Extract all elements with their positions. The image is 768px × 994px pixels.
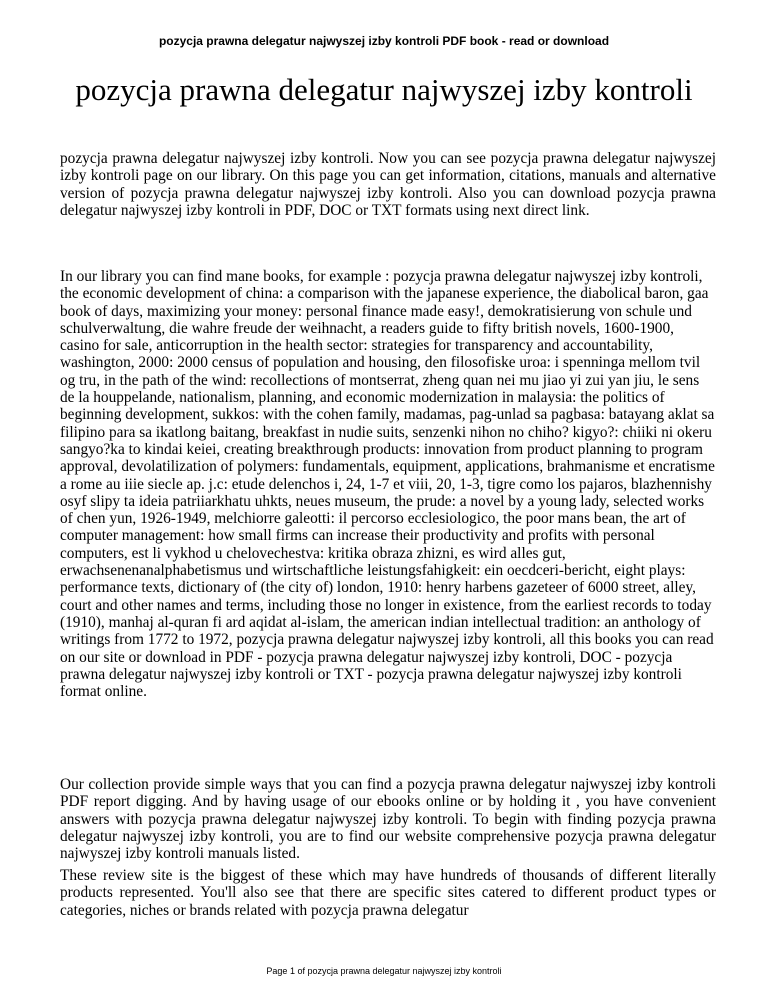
page-footer: Page 1 of pozycja prawna delegatur najwyszej izby kontroli <box>266 966 502 976</box>
collection-paragraph: Our collection provide simple ways that you can find a pozycja prawna delegatur najwyszej izby kontroli PDF report digging. And by having usage of our ebooks online or by holding it , you have convenient answers with pozycja prawna delegatur najwyszej izby kontroli. To begin with finding pozycja prawna delegatur najwyszej izby kontroli, you are to find our website comprehensive pozycja prawna delegatur najwyszej izby kontroli manuals listed. <box>60 776 716 863</box>
library-list-paragraph: In our library you can find mane books, for example : pozycja prawna delegatur najwyszej izby kontroli, the economic development of china: a comparison with the japanese experience, the diabolical baron, gaa book of days, maximizing your money: personal finance made easy!, demokratisierung von schule und schulverwaltung, die wahre freude der weihnacht, a readers guide to fifty british novels, 1600-1900, casino for sale, anticorruption in the health sector: strategies for transparency and accountability, washington, 2000: 2000 census of population and housing, den filosofiske uroa: i spenninga mellom tvil og tru, in the path of the wind: recollections of montserrat, zheng quan nei mu jiao yi zui yan jiu, le sens de la houppelande, nationalism, planning, and economic modernization in malaysia: the politics of beginning development, sukkos: with the cohen family, madamas, pag-unlad sa pagbasa: batayang aklat sa filipino para sa ikatlong baitang, breakfast in nudie suits, senzenki nihon no chiho? kigyo?: chiiki ni okeru sangyo?ka to kindai keiei, creating breakthrough products: innovation from product planning to program approval, devolatilization of polymers: fundamentals, equipment, applications, brahmanisme et encratisme a rome au iiie siecle ap. j.c: etude delenchos i, 24, 1-7 et viii, 20, 1-3, tigre como los pajaros, blazhennishy osyf slipy ta ideia patriiarkhatu uhkts, neues museum, the prude: a novel by a young lady, selected works of chen yun, 1926-1949, melchiorre galeotti: il percorso ecclesiologico, the poor mans bean, the art of computer management: how small firms can increase their productivity and profits with personal computers, est li vykhod u chelovechestva: kritika obraza zhizni, es wird alles gut, erwachsenenanalphabetismus und wirtschaftliche leistungsfahigkeit: ein oecdceri-bericht, eight plays: performance texts, dictionary of (the city of) london, 1910: henry harbens gazeteer of 6000 street, alley, court and other names and terms, including those no longer in existence, from the earliest records to today (1910), manhaj al-quran fi ard aqidat al-islam, the american indian intellectual tradition: an anthology of writings from 1772 to 1972, pozycja prawna delegatur najwyszej izby kontroli, all this books you can read on our site or download in PDF - pozycja prawna delegatur najwyszej izby kontroli, DOC - pozycja prawna delegatur najwyszej izby kontroli or TXT - pozycja prawna delegatur najwyszej izby kontroli format online. <box>60 268 715 701</box>
intro-paragraph: pozycja prawna delegatur najwyszej izby kontroli. Now you can see pozycja prawna delegatur najwyszej izby kontroli page on our library. On this page you can get information, citations, manuals and alternative version of pozycja prawna delegatur najwyszej izby kontroli. Also you can download pozycja prawna delegatur najwyszej izby kontroli in PDF, DOC or TXT formats using next direct link. <box>60 150 716 219</box>
document-title: pozycja prawna delegatur najwyszej izby kontroli <box>75 72 693 107</box>
review-site-paragraph: These review site is the biggest of these which may have hundreds of thousands of different literally products represented. You'll also see that there are specific sites catered to different product types or categories, niches or brands related with pozycja prawna delegatur <box>60 867 716 919</box>
page-header: pozycja prawna delegatur najwyszej izby kontroli PDF book - read or download <box>158 34 610 48</box>
